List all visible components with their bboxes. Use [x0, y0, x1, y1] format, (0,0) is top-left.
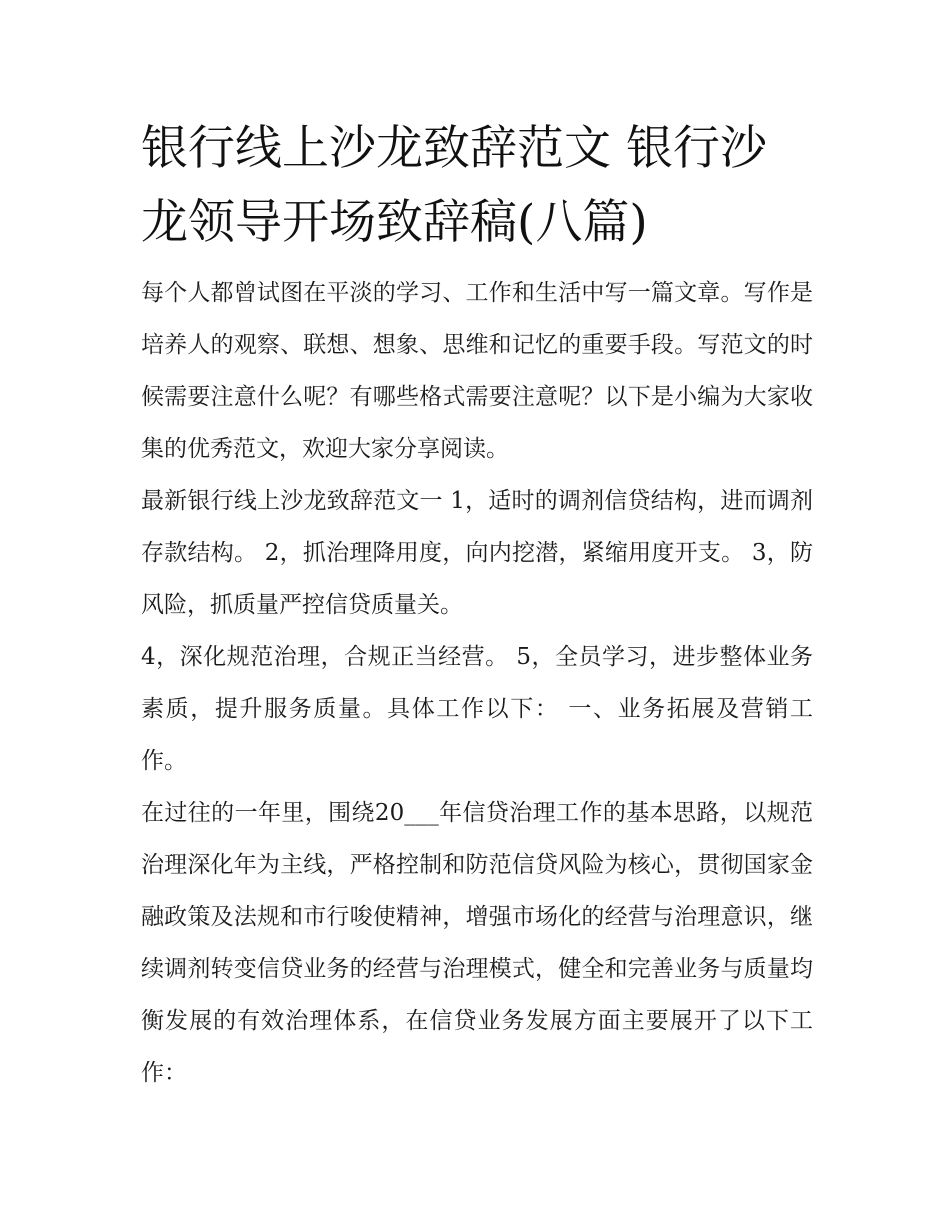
paragraph-review: 在过往的一年里，围绕20___年信贷治理工作的基本思路，以规范治理深化年为主线，严格控制和防范信贷风险为核心，贯彻国家金融政策及法规和市行唆使精神，增强市场化的经营与治理意识，继续调剂转变信贷业务的经营与治理模式，健全和完善业务与质量均衡发展的有效治理体系，在信贷业务发展方面主要展开了以下工作： [141, 800, 813, 1086]
paragraph-points: 4，深化规范治理，合规正当经营。 5，全员学习，进步整体业务素质，提升服务质量。具体工作以下： 一、业务拓展及营销工作。 [141, 644, 813, 774]
document-content [141, 112, 813, 1099]
paragraph-section-one: 最新银行线上沙龙致辞范文一 1，适时的调剂信贷结构，进而调剂存款结构。 2，抓治理降用度，向内挖潜，紧缩用度开支。 3，防风险，抓质量严控信贷质量关。 [141, 488, 813, 618]
paragraph-intro: 每个人都曾试图在平淡的学习、工作和生活中写一篇文章。写作是培养人的观察、联想、想象、思维和记忆的重要手段。写范文的时候需要注意什么呢？有哪些格式需要注意呢？以下是小编为大家收集的优秀范文，欢迎大家分享阅读。 [141, 280, 813, 462]
document-title: 银行线上沙龙致辞范文 银行沙龙领导开场致辞稿(八篇) [141, 121, 767, 250]
